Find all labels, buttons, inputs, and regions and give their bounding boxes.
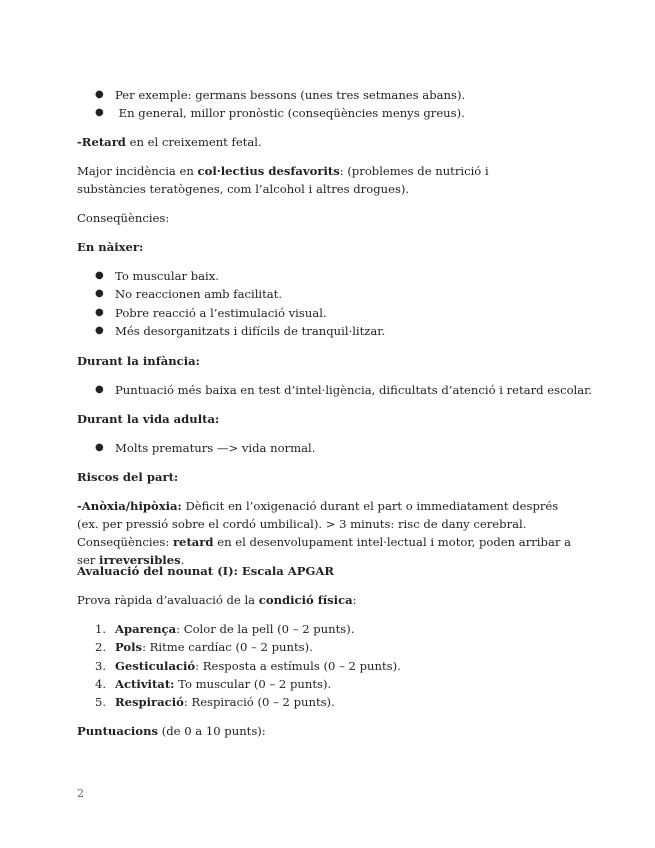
bullet-icon: ● (95, 307, 104, 318)
item-text: : Color de la pell (0 – 2 punts). (176, 622, 355, 636)
item-bold: Activitat: (115, 677, 175, 691)
retard-label: -Retard (77, 135, 126, 149)
bullet-icon: ● (95, 89, 104, 100)
heading-text: Durant la vida adulta: (77, 412, 220, 426)
bullet-icon: ● (95, 107, 104, 118)
list-item: Més desorganitzats i difícils de tranquil·litzar. (115, 324, 386, 338)
apgar-intro-bold: condició física (258, 593, 353, 607)
item-bold: Respiració (115, 695, 184, 709)
anoxia-text-b: retard (172, 535, 214, 549)
list-item: Molts prematurs —> vida normal. (115, 441, 316, 455)
apgar-intro-pre: Prova ràpida d’avaluació de la (77, 593, 259, 607)
section-heading-infancia (77, 352, 577, 370)
item-text: : Ritme cardíac (0 – 2 punts). (142, 640, 313, 654)
anoxia-paragraph (77, 497, 572, 569)
item-text: : Resposta a estímuls (0 – 2 punts). (195, 659, 401, 673)
heading-text: Riscos del part: (77, 470, 179, 484)
list-item (115, 620, 354, 638)
list-number: 3. (94, 659, 106, 673)
section-heading-apgar (77, 562, 577, 580)
heading-text: Avaluació del nounat (I): Escala APGAR (77, 564, 335, 578)
list-number: 5. (94, 695, 106, 709)
apgar-intro-post: : (352, 593, 357, 607)
section-heading-riscos (77, 468, 577, 486)
puntuacions-paragraph (77, 722, 577, 740)
list-item: En general, millor pronòstic (conseqüències menys greus). (115, 106, 465, 120)
list-item: To muscular baix. (115, 269, 219, 283)
list-item (115, 638, 313, 656)
section-heading-naixer (77, 238, 577, 256)
list-item (115, 675, 331, 693)
bullet-icon: ● (95, 270, 104, 281)
incidencia-bold: col·lectius desfavorits (197, 164, 340, 178)
item-bold: Aparença (115, 622, 177, 636)
retard-paragraph (77, 133, 577, 151)
anoxia-text-d: irreversibles (99, 553, 181, 567)
incidencia-pre: Major incidència en (77, 164, 198, 178)
bullet-icon: ● (95, 325, 104, 336)
list-number: 1. (94, 622, 106, 636)
incidencia-paragraph (77, 162, 547, 198)
list-item (115, 693, 335, 711)
incidencia-post: : (problemes de nutrició i substàncies teratògenes, com l’alcohol i altres drogues). (77, 164, 489, 196)
list-number: 2. (94, 640, 106, 654)
bullet-icon: ● (95, 384, 104, 395)
list-item (115, 657, 401, 675)
retard-text: en el creixement fetal. (125, 135, 262, 149)
heading-text: En nàixer: (77, 240, 144, 254)
anoxia-text-e: . (180, 553, 185, 567)
list-item: Puntuació més baixa en test d’intel·ligència, dificultats d’atenció i retard escolar. (115, 383, 593, 397)
bullet-icon: ● (95, 442, 104, 453)
list-item: Per exemple: germans bessons (unes tres setmanes abans). (115, 88, 466, 102)
list-item: No reaccionen amb facilitat. (115, 287, 283, 301)
section-heading-adulta (77, 410, 577, 428)
puntuacions-bold: Puntuacions (77, 724, 159, 738)
heading-text: Durant la infància: (77, 354, 200, 368)
item-bold: Pols (115, 640, 143, 654)
list-number: 4. (94, 677, 106, 691)
apgar-intro (77, 591, 577, 609)
anoxia-text-c: en el desenvolupament intel·lectual i motor, poden arribar a ser (77, 535, 571, 567)
anoxia-label: -Anòxia/hipòxia: (77, 499, 182, 513)
consequencies-label: Conseqüències: (77, 211, 170, 225)
item-bold: Gesticulació (115, 659, 196, 673)
bullet-icon: ● (95, 288, 104, 299)
puntuacions-text: (de 0 a 10 punts): (158, 724, 266, 738)
list-item: Pobre reacció a l’estimulació visual. (115, 306, 327, 320)
page-number: 2 (77, 787, 84, 800)
item-text: To muscular (0 – 2 punts). (174, 677, 332, 691)
anoxia-text-a: Dèficit en l’oxigenació durant el part o immediatament després (ex. per pressió sobre el cordó umbilical). > 3 minuts: risc de dany cerebral. Conseqüències: (77, 499, 559, 549)
item-text: : Respiració (0 – 2 punts). (183, 695, 335, 709)
